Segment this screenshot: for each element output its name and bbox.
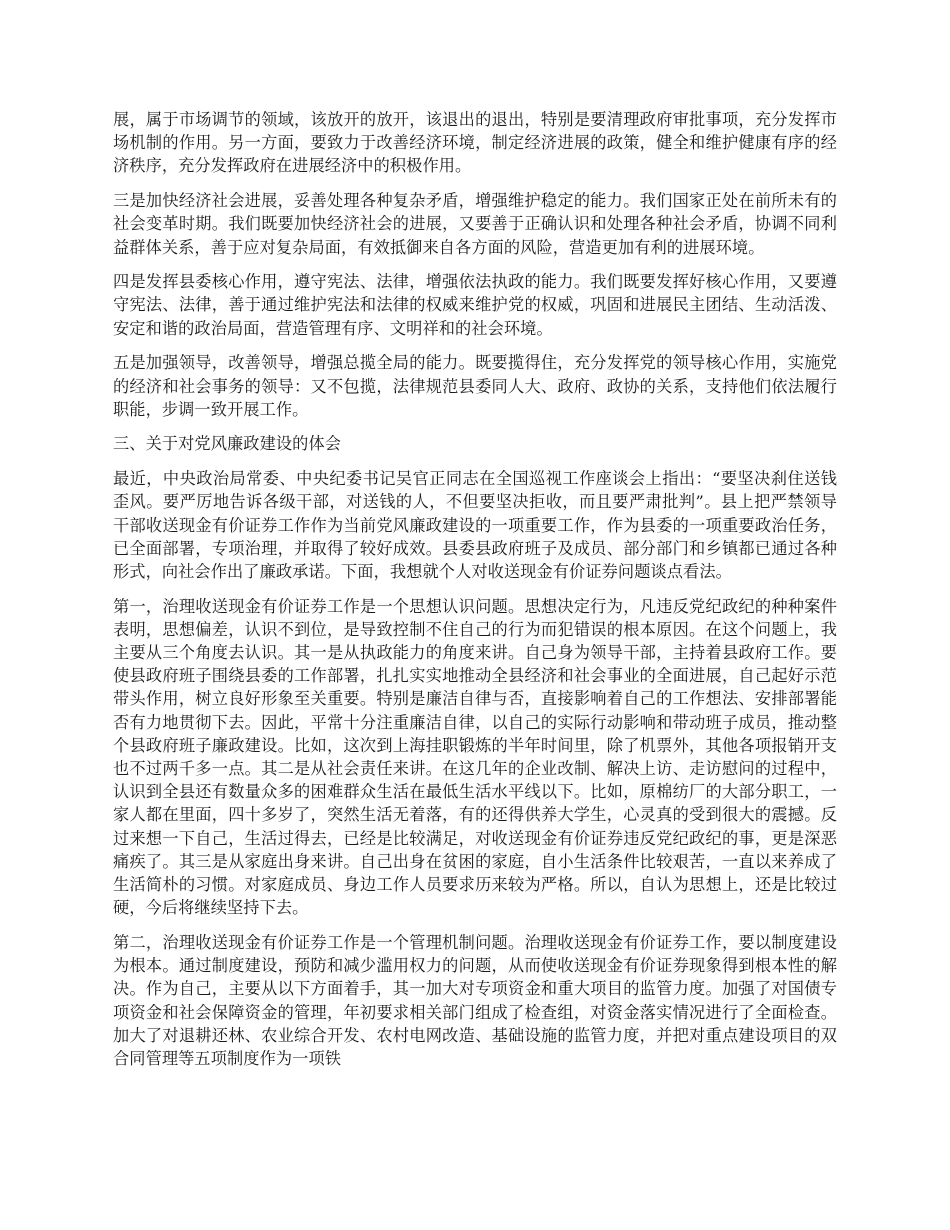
paragraph-ideological-awareness: 第一，治理收送现金有价证券工作是一个思想认识问题。思想决定行为，凡违反党纪政纪的种种案件表明，思想偏差，认识不到位，是导致控制不住自己的行为而犯错误的根本原因。在这个问题上，我主要从三个角度去认识。其一是从执政能力的角度来讲。自己身为领导干部，主持着县政府工作。要使县政府班子围绕县委的工作部署，扎扎实实地推动全县经济和社会事业的全面进展，自己起好示范带头作用，树立良好形象至关重要。特别是廉洁自律与否，直接影响着自己的工作想法、安排部署能否有力地贯彻下去。因此，平常十分注重廉洁自律，以自己的实际行动影响和带动班子成员，推动整个县政府班子廉政建设。比如，这次到上海挂职锻炼的半年时间里，除了机票外，其他各项报销开支也不过两千多一点。其二是从社会责任来讲。在这几年的企业改制、解决上访、走访慰问的过程中，认识到全县还有数量众多的困难群众生活在最低生活水平线以下。比如，原棉纺厂的大部分职工，一家人都在里面，四十多岁了，突然生活无着落，有的还得供养大学生，心灵真的受到很大的震撼。反过来想一下自己，生活过得去，已经是比较满足，对收送现金有价证券违反党纪政纪的事，更是深恶痛疾了。其三是从家庭出身来讲。自己出身在贫困的家庭，自小生活条件比较艰苦，一直以来养成了生活简朴的习惯。对家庭成员、身边工作人员要求历来较为严格。所以，自认为思想上，还是比较过硬，今后将继续坚持下去。	[113, 596, 837, 918]
paragraph-management-mechanism: 第二，治理收送现金有价证券工作是一个管理机制问题。治理收送现金有价证券工作，要以制度建设为根本。通过制度建设，预防和减少滥用权力的问题，从而使收送现金有价证券现象得到根本性的解决。作为自己，主要从以下方面着手，其一加大对专项资金和重大项目的监管力度。加强了对国债专项资金和社会保障资金的管理，年初要求相关部门组成了检查组，对资金落实情况进行了全面检查。加大了对退耕还林、农业综合开发、农村电网改造、基础设施的监管力度，并把对重点建设项目的双合同管理等五项制度作为一项铁	[113, 933, 837, 1069]
paragraph-leadership: 五是加强领导，改善领导，增强总揽全局的能力。既要揽得住，充分发挥党的领导核心作用，实施党的经济和社会事务的领导：又不包揽，法律规范县委同人大、政府、政协的关系，支持他们依法履行职能，步调一致开展工作。	[113, 353, 837, 419]
section-heading-clean-governance: 三、关于对党风廉政建设的体会	[113, 434, 342, 454]
document-page	[113, 108, 837, 1082]
paragraph-cash-gifts-directive: 最近，中央政治局常委、中央纪委书记吴官正同志在全国巡视工作座谈会上指出：“要坚决刹住送钱歪风。要严厉地告诉各级干部，对送钱的人，不但要坚决拒收，而且要严肃批判”。县上把严禁领导干部收送现金有价证券工作作为当前党风廉政建设的一项重要工作，作为县委的一项重要政治任务，已全面部署，专项治理，并取得了较好成效。县委县政府班子及成员、部分部门和乡镇都已通过各种形式，向社会作出了廉政承诺。下面，我想就个人对收送现金有价证券问题谈点看法。	[113, 469, 837, 581]
paragraph-social-stability: 三是加快经济社会进展，妥善处理各种复杂矛盾，增强维护稳定的能力。我们国家正处在前所未有的社会变革时期。我们既要加快经济社会的进展，又要善于正确认识和处理各种社会矛盾，协调不同利益群体关系，善于应对复杂局面，有效抵御来自各方面的风险，营造更加有利的进展环境。	[113, 191, 837, 257]
paragraph-rule-of-law: 四是发挥县委核心作用，遵守宪法、法律，增强依法执政的能力。我们既要发挥好核心作用，又要遵守宪法、法律，善于通过维护宪法和法律的权威来维护党的权威，巩固和进展民主团结、生动活泼、安定和谐的政治局面，营造管理有序、文明祥和的社会环境。	[113, 272, 837, 338]
paragraph-economic-environment: 展，属于市场调节的领域，该放开的放开，该退出的退出，特别是要清理政府审批事项，充分发挥市场机制的作用。另一方面，要致力于改善经济环境，制定经济进展的政策，健全和维护健康有序的经济秩序，充分发挥政府在进展经济中的积极作用。	[113, 110, 837, 176]
